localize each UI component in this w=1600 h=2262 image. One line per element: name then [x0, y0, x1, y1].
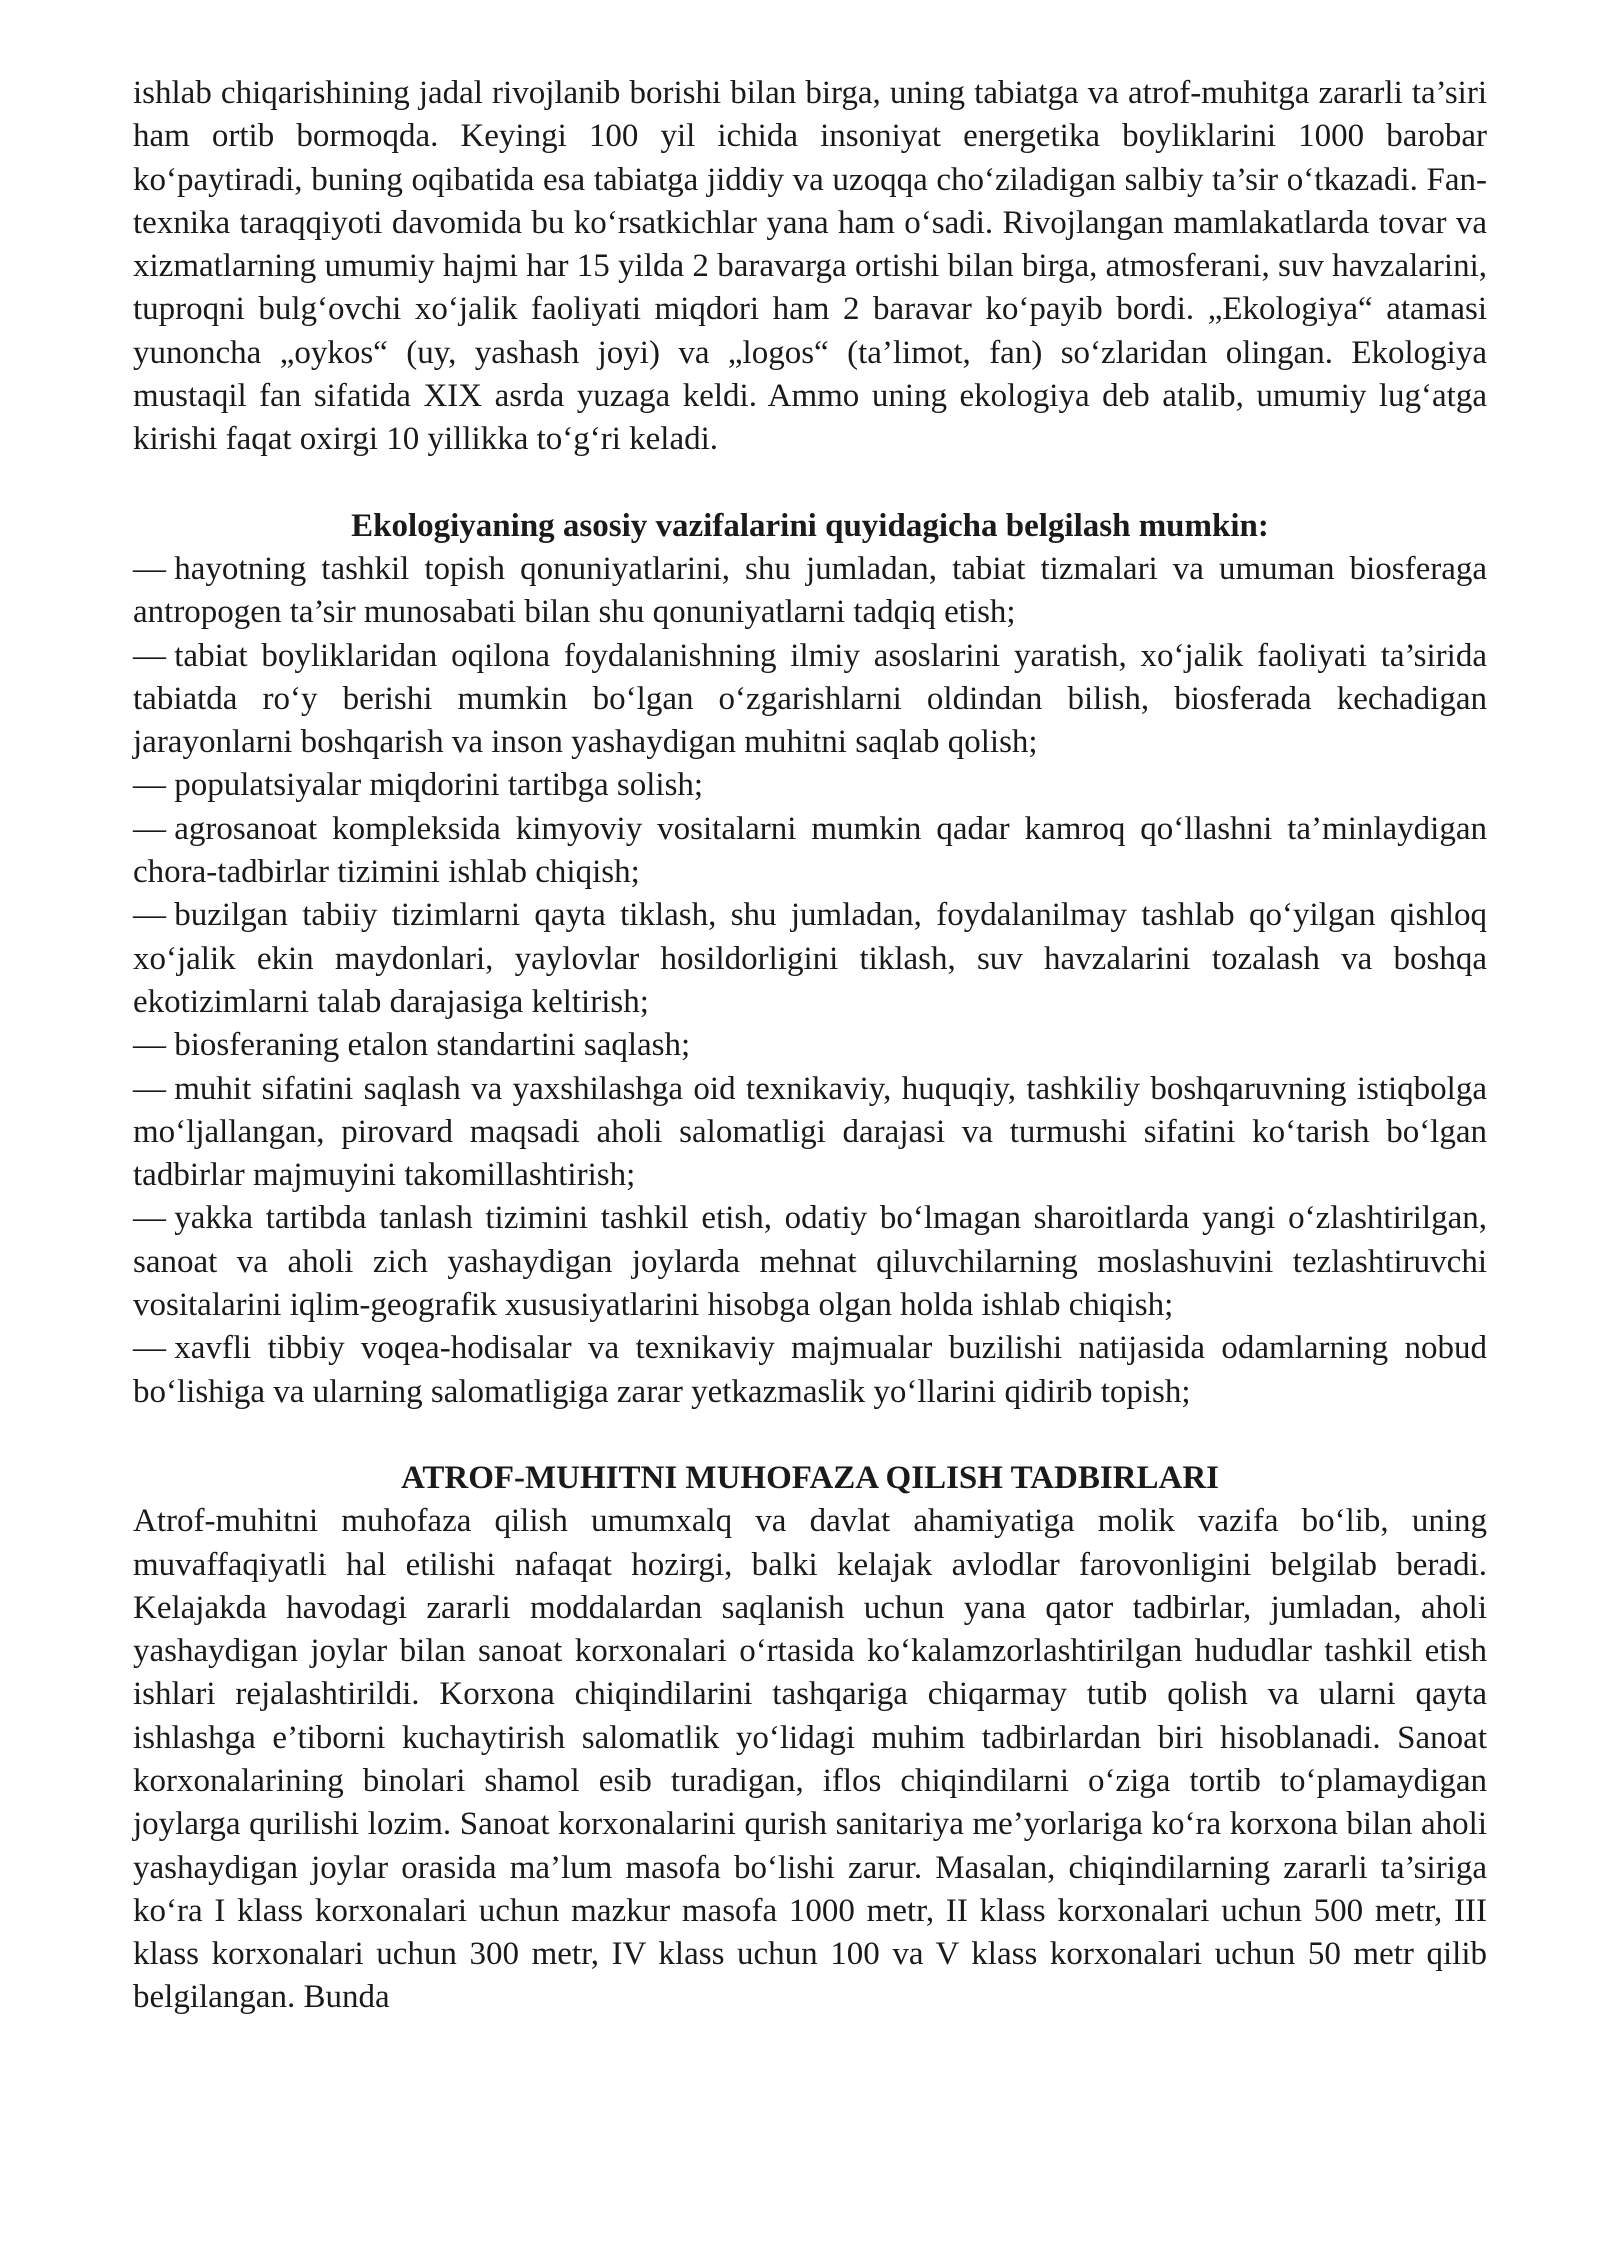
list-dash: — [133, 550, 166, 587]
tasks-list [133, 548, 1487, 1414]
intro-paragraph: ishlab chiqarishining jadal rivojlanib borishi bilan birga, uning tabiatga va atrof-muhitga zararli ta’siri ham ortib bormoqda. Keyingi 100 yil ichida insoniyat energetika boyliklarini 1000 barobar ko‘paytiradi, buning oqibatida esa tabiatga jiddiy va uzoqqa cho‘ziladigan salbiy ta’sir o‘tkazadi. Fan-texnika taraqqiyoti davomida bu ko‘rsatkichlar yana ham o‘sadi. Rivojlangan mamlakatlarda tovar va xizmatlarning umumiy hajmi har 15 yilda 2 baravarga ortishi bilan birga, atmosferani, suv havzalarini, tuproqni bulg‘ovchi xo‘jalik faoliyati miqdori ham 2 baravar ko‘payib bordi. „Ekologiya“ atamasi yunoncha „oykos“ (uy, yashash joyi) va „logos“ (ta’limot, fan) so‘zlaridan olingan. Ekologiya mustaqil fan sifatida XIX asrda yuzaga keldi. Ammo uning ekologiya deb atalib, umumiy lug‘atga kirishi faqat oxirgi 10 yillikka to‘g‘ri keladi. [133, 75, 1487, 458]
list-item-text: tabiat boyliklaridan oqilona foydalanishning ilmiy asoslarini yaratish, xo‘jalik faoliyati ta’sirida tabiatda ro‘y berishi mumkin bo‘lgan o‘zgarishlarni oldindan bilish, biosferada kechadigan jarayonlarni boshqarish va inson yashaydigan muhitni saqlab qolish; [133, 637, 1487, 761]
list-item [133, 1197, 1487, 1327]
list-item-text: yakka tartibda tanlash tizimini tashkil etish, odatiy bo‘lmagan sharoitlarda yangi o‘zlashtirilgan, sanoat va aholi zich yashaydigan joylarda mehnat qiluvchilarning moslashuvini tezlashtiruvchi vositalarini iqlim-geografik xususiyatlarini hisobga olgan holda ishlab chiqish; [133, 1200, 1487, 1324]
list-item [133, 548, 1487, 635]
list-dash: — [133, 810, 166, 847]
list-item [133, 635, 1487, 765]
list-item-text: populatsiyalar miqdorini tartibga solish; [174, 767, 704, 804]
list-item [133, 1327, 1487, 1414]
protection-heading: ATROF-MUHITNI MUHOFAZA QILISH TADBIRLARI [400, 1459, 1220, 1496]
list-item-text: muhit sifatini saqlash va yaxshilashga oid texnikaviy, huquqiy, tashkiliy boshqaruvning istiqbolga mo‘ljallangan, pirovard maqsadi aholi salomatligi darajasi va turmushi sifatini ko‘tarish bo‘lgan tadbirlar majmuyini takomillashtirish; [133, 1070, 1487, 1194]
list-item-text: buzilgan tabiiy tizimlarni qayta tiklash, shu jumladan, foydalanilmay tashlab qo‘yilgan qishloq xo‘jalik ekin maydonlari, yaylovlar hosildorligini tiklash, suv havzalarini tozalash va boshqa ekotizimlarni talab darajasiga keltirish; [133, 897, 1487, 1020]
list-dash: — [133, 1200, 166, 1237]
list-item [133, 894, 1487, 1024]
list-item [133, 1024, 1487, 1067]
protection-paragraph: Atrof-muhitni muhofaza qilish umumxalq va davlat ahamiyatiga molik vazifa bo‘lib, uning muvaffaqiyatli hal etilishi nafaqat hozirgi, balki kelajak avlodlar farovonligini belgilab beradi. Kelajakda havodagi zararli moddalardan saqlanish uchun yana qator tadbirlar, jumladan, aholi yashaydigan joylar bilan sanoat korxonalari o‘rtasida ko‘kalamzorlashtirilgan hududlar tashkil etish ishlari rejalashtirildi. Korxona chiqindilarini tashqariga chiqarmay tutib qolish va ularni qayta ishlashga e’tiborni kuchaytirish salomatlik yo‘lidagi muhim tadbirlardan biri hisoblanadi. Sanoat korxonalarining binolari shamol esib turadigan, iflos chiqindilarni o‘ziga tortib to‘plamaydigan joylarga qurilishi lozim. Sanoat korxonalarini qurish sanitariya me’yorlariga ko‘ra korxona bilan aholi yashaydigan joylar orasida ma’lum masofa bo‘lishi zarur. Masalan, chiqindilarning zararli ta’siriga ko‘ra I klass korxonalari uchun mazkur masofa 1000 metr, II klass korxonalari uchun 500 metr, III klass korxonalari uchun 300 metr, IV klass uchun 100 va V klass korxonalari uchun 50 metr qilib belgilangan. Bunda [133, 1503, 1487, 2016]
list-item-text: hayotning tashkil topish qonuniyatlarini, shu jumladan, tabiat tizmalari va umuman biosferaga antropogen ta’sir munosabati bilan shu qonuniyatlarni tadqiq etish; [133, 550, 1487, 631]
list-dash: — [133, 767, 166, 804]
document-page [133, 72, 1487, 2020]
list-item-text: biosferaning etalon standartini saqlash; [174, 1027, 691, 1064]
list-dash: — [133, 1027, 166, 1064]
list-item [133, 808, 1487, 895]
tasks-heading: Ekologiyaning asosiy vazifalarini quyidagicha belgilash mumkin: [351, 507, 1269, 544]
list-item-text: agrosanoat kompleksida kimyoviy vositalarni mumkin qadar kamroq qo‘llashni ta’minlaydigan chora-tadbirlar tizimini ishlab chiqish; [133, 810, 1487, 891]
list-dash: — [133, 897, 166, 934]
list-dash: — [133, 1330, 166, 1367]
list-dash: — [133, 1070, 166, 1107]
section-spacer [133, 1414, 1487, 1457]
list-item [133, 764, 1487, 807]
list-dash: — [133, 637, 166, 674]
list-item-text: xavfli tibbiy voqea-hodisalar va texnikaviy majmualar buzilishi natijasida odamlarning nobud bo‘lishiga va ularning salomatligiga zarar yetkazmaslik yo‘llarini qidirib topish; [133, 1330, 1487, 1410]
list-item [133, 1068, 1487, 1198]
section-spacer [133, 462, 1487, 505]
